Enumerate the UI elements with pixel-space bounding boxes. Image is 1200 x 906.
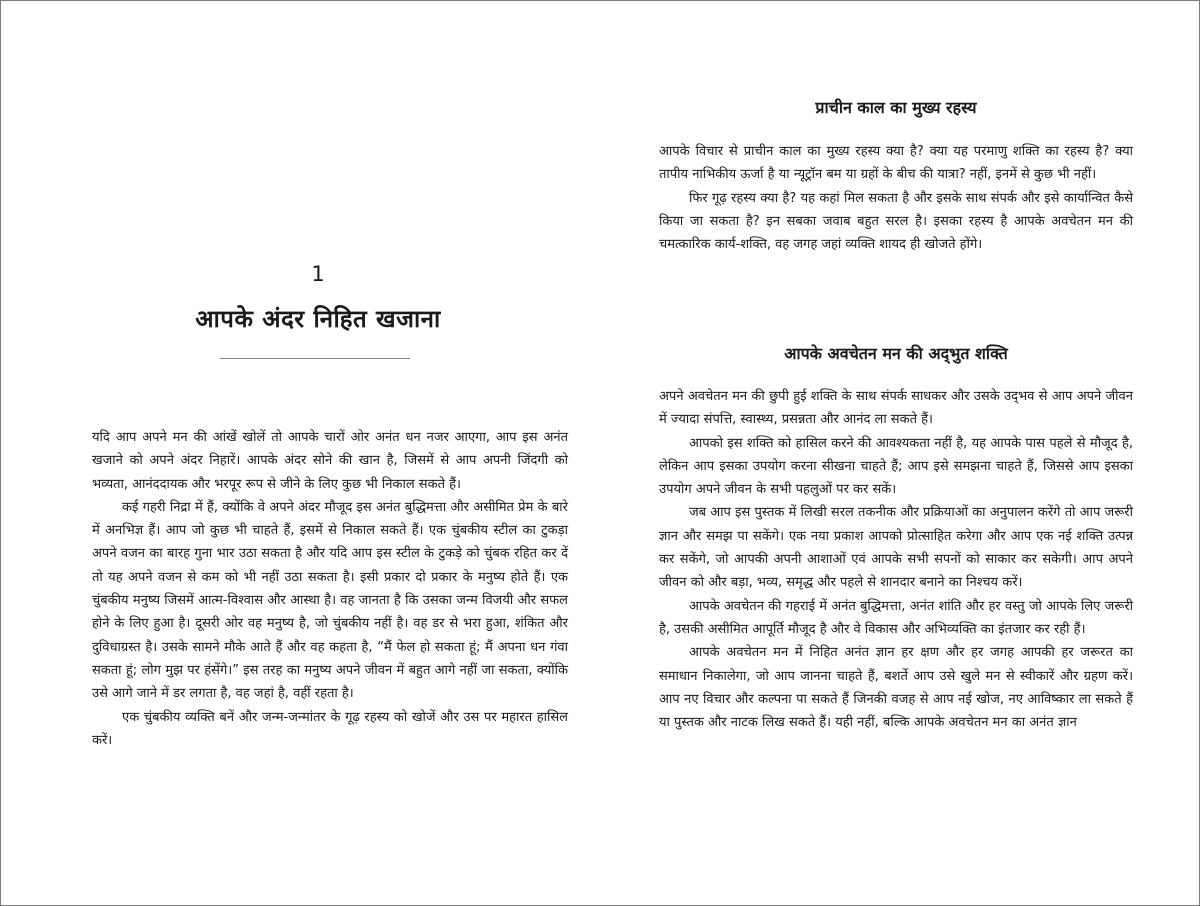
paragraph: अपने अवचेतन मन की छुपी हुई शक्ति के साथ संपर्क साधकर और उसके उद्‍भव से आप अपने जीवन में ज्यादा संपत्ति, स्वास्थ्य, प्रसन्नता और आनंद ला सकते हैं। (659, 389, 1133, 428)
chapter-body (92, 426, 568, 752)
section-heading: प्राचीन काल का मुख्य रहस्य (815, 98, 977, 117)
chapter-number: 1 (311, 262, 325, 286)
paragraph: आपको इस शक्ति को हासिल करने की आवश्यकता नहीं है, यह आपके पास पहले से मौजूद है, लेकिन आप इसका उपयोग करना सीखना चाहते हैं; आप इसे समझना चाहते हैं, जिससे आप इसका उपयोग अपने जीवन के सभी पहलुओं पर कर सकें। (659, 435, 1133, 498)
chapter-divider (220, 358, 410, 359)
paragraph: यदि आप अपने मन की आंखें खोलें तो आपके चारों ओर अनंत धन नजर आएगा, आप इस अनंत खजाने को अपने अंदर निहारें। आपके अंदर सोने की खान है, जिसमें से आप अपनी जिंदगी को भव्यता, आनंददायक और भरपूर रूप से जीने के लिए कुछ भी निकाल सकते हैं। (92, 430, 568, 492)
section-body (659, 140, 1133, 256)
section-heading: आपके अवचेतन मन की अद्‍भुत शक्ति (784, 344, 1008, 363)
paragraph: जब आप इस पुस्तक में लिखी सरल तकनीक और प्रक्रियाओं का अनुपालन करेंगे तो आप जरूरी ज्ञान और समझ पा सकेंगे। एक नया प्रकाश आपको प्रोत्साहित करेगा और आप एक नई शक्ति उत्पन्न कर सकेंगे, जो आपकी अपनी आशाओं एवं आपके सभी सपनों को साकार कर सकेगी। आप अपने जीवन को और बड़ा, भव्य, समृद्ध और पहले से शानदार बनाने का निश्चय करें। (659, 505, 1133, 591)
paragraph: कई गहरी निद्रा में हैं, क्योंकि वे अपने अंदर मौजूद इस अनंत बुद्धिमत्ता और असीमित प्रेम के बारे में अनभिज्ञ हैं। आप जो कुछ भी चाहते हैं, इसमें से निकाल सकते हैं। एक चुंबकीय स्टील का टुकड़ा अपने वजन का बारह गुना भार उठा सकता है और यदि आप इस स्टील के टुकड़े को चुंबक रहित कर दें तो यह अपने वजन से कम को भी नहीं उठा सकता है। इसी प्रकार दो प्रकार के मनुष्य होते हैं। एक चुंबकीय मनुष्य जिसमें आत्म-विश्वास और आस्था है। वह जानता है कि उसका जन्म विजयी और सफल होने के लिए हुआ है। दूसरी ओर वह मनुष्य है, जो चुंबकीय नहीं है। वह डर से भरा हुआ, शंकित और दुविधाग्रस्त है। उसके सामने मौके आते हैं और वह कहता है, “मैं फेल हो सकता हूं; मैं अपना धन गंवा सकता हूं; लोग मुझ पर हंसेंगे।” इस तरह का मनुष्य अपने जीवन में बहुत आगे नहीं जा सकता, क्योंकि उसे आगे जाने में डर लगता है, वह जहां है, वहीं रहता है। (92, 499, 568, 702)
right-page (659, 0, 1133, 906)
paragraph: आपके विचार से प्राचीन काल का मुख्य रहस्य क्या है? क्या यह परमाणु शक्ति का रहस्य है? क्या तापीय नाभिकीय ऊर्जा है या न्यूट्रॉन बम या ग्रहों के बीच की यात्रा? नहीं, इनमें से कुछ भी नहीं। (659, 144, 1133, 183)
left-page (92, 0, 568, 906)
paragraph: फिर गूढ़ रहस्य क्या है? यह कहां मिल सकता है और इसके साथ संपर्क और इसे कार्यान्वित कैसे किया जा सकता है? इन सबका जवाब बहुत सरल है। इसका रहस्य है आपके अवचेतन मन की चमत्कारिक कार्य-शक्ति, वह जगह जहां व्यक्ति शायद ही खोजते होंगे। (659, 190, 1133, 253)
paragraph: आपके अवचेतन की गहराई में अनंत बुद्धिमत्ता, अनंत शांति और हर वस्तु जो आपके लिए जरूरी है, उसकी असीमित आपूर्ति मौजूद है और वे विकास और अभिव्यक्ति का इंतजार कर रही हैं। (659, 598, 1133, 637)
section-body (659, 385, 1133, 734)
paragraph: एक चुंबकीय व्यक्ति बनें और जन्म-जन्मांतर के गूढ़ रहस्य को खोजें और उस पर महारत हासिल करें। (92, 709, 568, 748)
chapter-title: आपके अंदर निहित खजाना (195, 305, 441, 333)
paragraph: आपके अवचेतन मन में निहित अनंत ज्ञान हर क्षण और हर जगह आपकी हर जरूरत का समाधान निकालेगा, जो आप जानना चाहते हैं, बशर्ते आप उसे खुले मन से स्वीकारें और ग्रहण करें। आप नए विचार और कल्पना पा सकते हैं जिनकी वजह से आप नई खोज, नए आविष्कार ला सकते हैं या पुस्तक और नाटक लिख सकते हैं। यही नहीं, बल्कि आपके अवचेतन मन का अनंत ज्ञान (659, 645, 1133, 731)
